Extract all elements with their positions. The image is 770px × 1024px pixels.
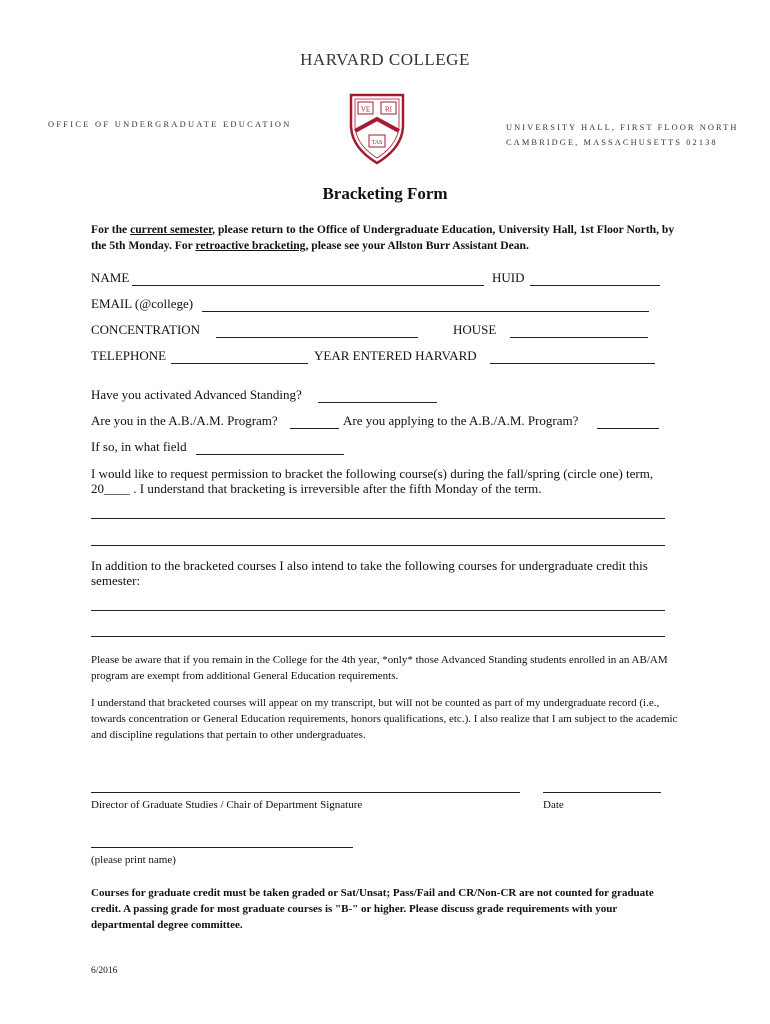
harvard-shield-icon [347,91,407,165]
form-title: Bracketing Form [322,184,448,203]
abam-in-question: Are you in the A.B./A.M. Program? [91,413,278,428]
huid-field[interactable] [530,285,660,286]
year-entered-label: YEAR ENTERED HARVARD [314,348,477,363]
field-question: If so, in what field [91,439,187,454]
notice-transcript: I understand that bracketed courses will appear on my transcript, but will not be counted as part of my undergraduate record (i.e., towards concentration or General Education requirements, honors qualifications, etc.). I also realize that I am subject to the academic and discipline regulations that pertain to other undergraduates. [91,697,678,741]
field-input[interactable] [196,454,344,455]
email-field[interactable] [202,311,649,312]
abam-in-field[interactable] [290,428,339,429]
intro-paragraph [91,222,681,254]
form-version: 6/2016 [91,966,118,976]
additional-course-line-1[interactable] [91,610,665,611]
print-name-line[interactable] [91,847,353,848]
print-name-label: (please print name) [91,854,176,866]
seal-text-tas: TAS [371,140,383,146]
abam-applying-question: Are you applying to the A.B./A.M. Program? [343,413,579,428]
intro-part-2: , please return to the Office of Undergraduate Education, University Hall, 1st Floor North, by the 5th Monday. For [91,223,675,252]
college-name: HARVARD COLLEGE [300,50,470,69]
telephone-label: TELEPHONE [91,348,167,363]
email-label: EMAIL (@college) [91,296,194,311]
address-line-2: CAMBRIDGE, MASSACHUSETTS 02138 [506,138,718,147]
intro-current-semester: current semester [130,223,213,236]
telephone-field[interactable] [171,363,308,364]
abam-applying-field[interactable] [597,428,659,429]
intro-retroactive: retroactive bracketing [195,239,306,252]
request-paragraph: I would like to request permission to bracket the following course(s) during the fall/spring (circle one) term, 20____ . I understand that bracketing is irreversible after the fifth Monday of the term. [91,466,654,496]
date-line[interactable] [543,792,661,793]
concentration-field[interactable] [216,337,418,338]
year-entered-field[interactable] [490,363,655,364]
seal-text-ve: VE [360,105,371,114]
advanced-standing-field[interactable] [318,402,437,403]
intro-part-1: For the [91,223,131,236]
notice-advanced-standing: Please be aware that if you remain in the College for the 4th year, *only* those Advanced Standing students enrolled in an AB/AM program are exempt from additional General Education requirements. [91,654,668,682]
huid-label: HUID [492,270,525,285]
house-field[interactable] [510,337,648,338]
address-line-1: UNIVERSITY HALL, FIRST FLOOR NORTH [506,123,739,132]
graduate-credit-notice: Courses for graduate credit must be taken graded or Sat/Unsat; Pass/Fail and CR/Non-CR are not counted for graduate credit. A passing grade for most graduate courses is "B-" or higher. Please discuss grade requirements with your departmental degree committee. [91,887,654,931]
course-line-1[interactable] [91,518,665,519]
name-field[interactable] [132,285,484,286]
concentration-label: CONCENTRATION [91,322,201,337]
course-line-2[interactable] [91,545,665,546]
advanced-standing-question: Have you activated Advanced Standing? [91,387,302,402]
address-block [506,120,739,150]
house-label: HOUSE [453,322,497,337]
date-label: Date [543,799,564,811]
signature-line[interactable] [91,792,520,793]
name-label: NAME [91,270,130,285]
additional-course-line-2[interactable] [91,636,665,637]
signature-label: Director of Graduate Studies / Chair of Department Signature [91,799,363,811]
intro-part-3: , please see your Allston Burr Assistant Dean. [305,239,529,252]
office-name: OFFICE OF UNDERGRADUATE EDUCATION [48,120,292,129]
additional-paragraph: In addition to the bracketed courses I also intend to take the following courses for undergraduate credit this semester: [91,558,648,588]
seal-text-ri: RI [385,105,392,114]
